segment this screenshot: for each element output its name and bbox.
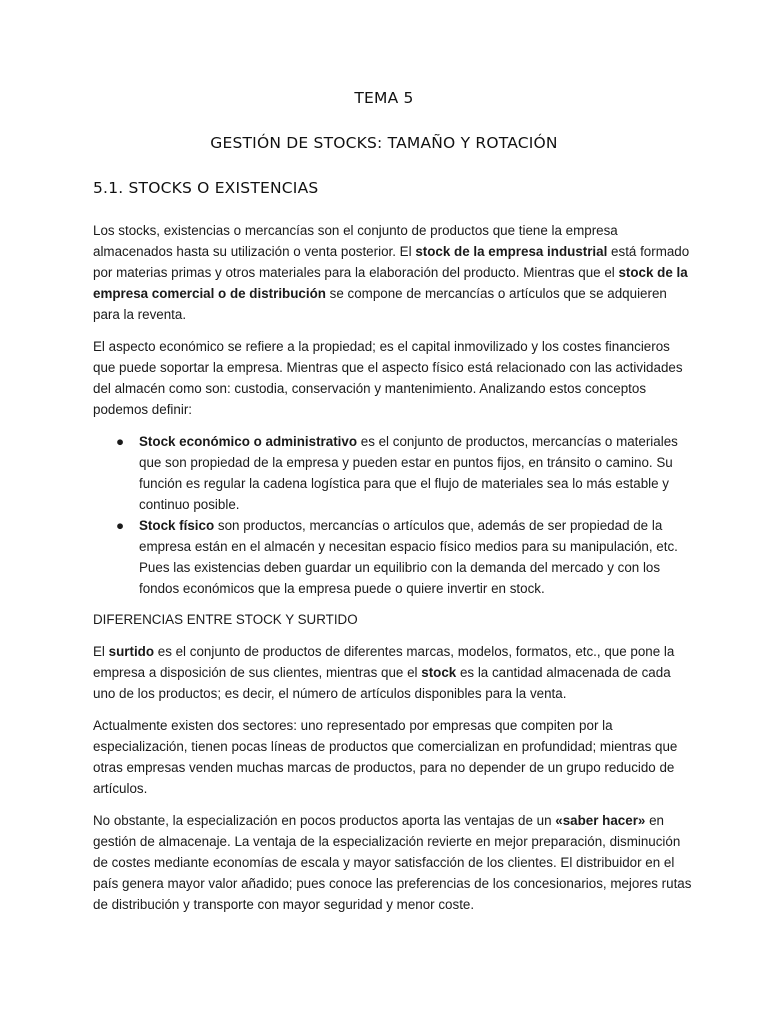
text-run: es la cantidad almacenada de cada uno de los productos; es decir, el número de artículos disponibles para la venta. <box>93 665 671 701</box>
bold-term: «saber hacer» <box>555 813 646 828</box>
paragraph-economic-aspect: El aspecto económico se refiere a la propiedad; es el capital inmovilizado y los costes financieros que puede soportar la empresa. Mientras que el aspecto físico está relacionado con las actividades del almacén como son: custodia, conservación y mantenimiento. Analizando estos conceptos podemos definir: <box>93 339 683 417</box>
section-heading: 5.1. STOCKS O EXISTENCIAS <box>93 179 319 197</box>
bold-term: Stock físico <box>139 518 215 533</box>
text-run: El <box>93 644 109 659</box>
bullet-list <box>93 431 693 599</box>
text-run: está formado por materias primas y otros materiales para la elaboración del producto. Mientras que el <box>93 244 690 280</box>
paragraph-stocks-definition <box>93 220 693 325</box>
text-run: es el conjunto de productos de diferentes marcas, modelos, formatos, etc., que pone la empresa a disposición de sus clientes, mientras que el <box>93 644 675 680</box>
text-run: No obstante, la especialización en pocos productos aporta las ventajas de un <box>93 813 556 828</box>
bold-term: stock de la empresa comercial o de distribución <box>93 265 688 301</box>
subheading: DIFERENCIAS ENTRE STOCK Y SURTIDO <box>93 612 358 627</box>
bold-term: surtido <box>108 644 155 659</box>
text-run: es el conjunto de productos, mercancías o materiales que son propiedad de la empresa y pueden estar en puntos fijos, en tránsito o camino. Su función es regular la cadena logística para que el flujo de materiales sea lo más estable y continuo posible. <box>139 434 678 512</box>
list-item <box>93 431 693 515</box>
text-run: son productos, mercancías o artículos que, además de ser propiedad de la empresa están en el almacén y necesitan espacio físico medios para su manipulación, etc. Pues las existencias deben guardar un equilibrio con la demanda del mercado y con los fondos económicos que la empresa puede o quiere invertir en stock. <box>139 518 678 596</box>
list-item <box>93 515 693 599</box>
bold-term: stock <box>421 665 457 680</box>
paragraph-surtido <box>93 641 693 704</box>
paragraph-specialization <box>93 810 693 915</box>
bold-term: stock de la empresa industrial <box>415 244 608 259</box>
bold-term: Stock económico o administrativo <box>139 434 358 449</box>
document-body <box>93 220 693 926</box>
text-run: Los stocks, existencias o mercancías son el conjunto de productos que tiene la empresa almacenados hasta su utilización o venta posterior. El <box>93 223 618 259</box>
paragraph-sectors: Actualmente existen dos sectores: uno representado por empresas que compiten por la especialización, tienen pocas líneas de productos que comercializan en profundidad; mientras que otras empresas venden muchas marcas de productos, para no depender de un grupo reducido de artículos. <box>93 718 678 796</box>
document-subtitle: GESTIÓN DE STOCKS: TAMAÑO Y ROTACIÓN <box>210 134 558 152</box>
bullet-icon: ● <box>116 518 125 533</box>
text-run: en gestión de almacenaje. La ventaja de la especialización revierte en mejor preparación, disminución de costes mediante economías de escala y mayor satisfacción de los clientes. El distribuidor en el país genera mayor valor añadido; pues conoce las preferencias de los concesionarios, mejores rutas de distribución y transporte con mayor seguridad y menor coste. <box>93 813 692 912</box>
text-run: se compone de mercancías o artículos que se adquieren para la reventa. <box>93 286 667 322</box>
document-title: TEMA 5 <box>354 89 414 107</box>
bullet-icon: ● <box>116 434 125 449</box>
